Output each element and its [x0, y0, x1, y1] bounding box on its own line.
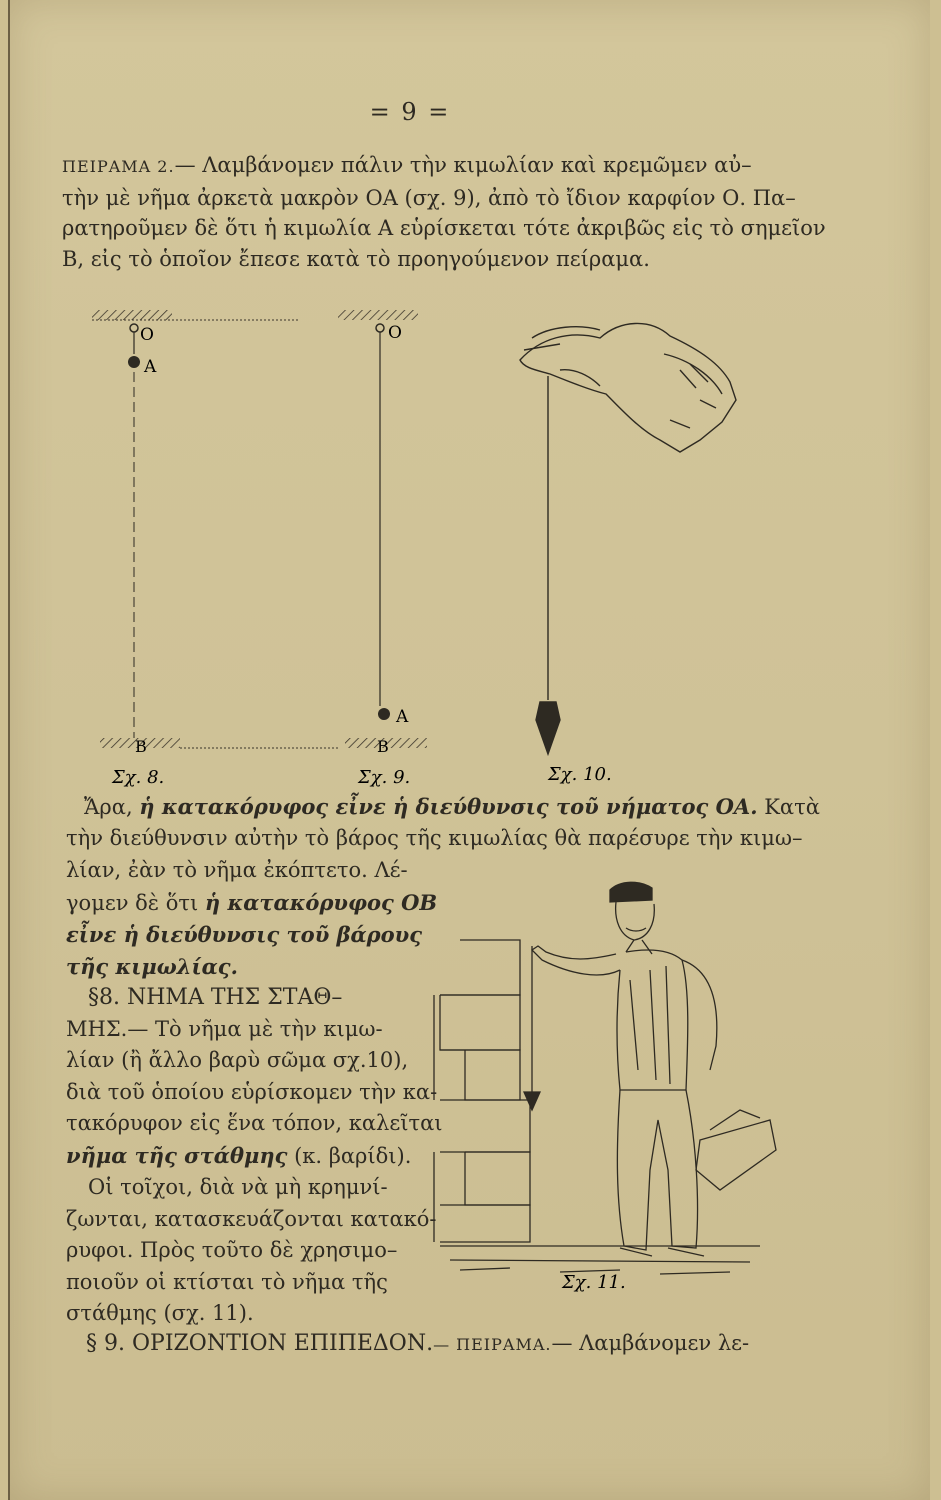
fig8-label-b: Β	[135, 737, 147, 756]
conclusion-paragraph	[66, 792, 820, 853]
fig11-caption: Σχ. 11.	[562, 1272, 626, 1293]
fig9-label-a: Α	[396, 707, 409, 727]
fig8-caption: Σχ. 8.	[112, 767, 165, 788]
figure-10-plumb-line	[520, 323, 736, 754]
intro-paragraph	[62, 150, 826, 274]
fig9-label-b: Β	[377, 737, 389, 756]
chalk-weight-a	[128, 356, 140, 368]
page-number: = 9 =	[369, 98, 451, 126]
left-column-text: λίαν, ἐὰν τὸ νῆμα ἐκόπτετο. Λέ- γομεν δὲ ὅτι ἡ κατακόρυφος ΟΒ εἶνε ἡ διεύθυνσις τοῦ βάρους τῆς κιμωλίας. §8. ΝΗΜΑ ΤΗΣ ΣΤΑΘ– ΜΗΣ.— Τὸ νῆμα μὲ τὴν κιμω- λίαν (ἢ ἄλλο βαρὺ σῶμα σχ.10), διὰ τοῦ ὁποίου εὑρίσκομεν τὴν κα- τακόρυφον εἰς ἕνα τόπον, καλεῖται νῆμα τῆς στάθμης (κ. βαρίδι). Οἱ τοῖχοι, διὰ νὰ μὴ κρημνί- ζωνται, κατασκευάζονται κατακό- ρυφοι. Πρὸς τοῦτο δὲ χρησιμο– ποιοῦν οἱ κτίσται τὸ νῆμα τῆς στάθμης (σχ. 11).	[66, 858, 443, 1325]
conclusion-line-1: Ἄρα, ἡ κατακόρυφος εἶνε ἡ διεύθυνσις τοῦ νήματος ΟΑ. Κατὰ	[84, 794, 820, 819]
fig9-caption: Σχ. 9.	[358, 767, 411, 788]
fig9-label-o: Ο	[388, 323, 402, 343]
figure-8-diagram	[92, 310, 340, 756]
experiment-label: ΠΕΙΡΑΜΑ 2.	[62, 157, 175, 176]
fig8-label-a: Α	[144, 357, 157, 377]
figure-9-diagram	[338, 310, 427, 756]
figure-11-mason	[420, 870, 780, 1293]
intro-line-1: ΠΕΙΡΑΜΑ 2.— Λαμβάνομεν πάλιν τὴν κιμωλίαν καὶ κρεμῶμεν αὐ–	[62, 153, 752, 177]
intro-line-3: ρατηροῦμεν δὲ ὅτι ἡ κιμωλία Α εὑρίσκεται τότε ἀκριβῶς εἰς τὸ σημεῖον	[62, 216, 826, 240]
fig8-label-o: Ο	[140, 325, 154, 345]
section-9-line: § 9. ΟΡΙΖΟΝΤΙΟΝ ΕΠΙΠΕΔΟΝ.— ΠΕΙΡΑΜΑ.— Λαμβάνομεν λε-	[86, 1331, 750, 1356]
intro-line-4: Β, εἰς τὸ ὁποῖον ἔπεσε κατὰ τὸ προηγούμενον πείραμα.	[62, 246, 650, 271]
conclusion-line-2: τὴν διεύθυνσιν αὐτὴν τὸ βάρος τῆς κιμωλίας θὰ παρέσυρε τὴν κιμω–	[66, 825, 803, 850]
figures-8-9-10	[0, 290, 941, 788]
fig10-caption: Σχ. 10.	[548, 764, 612, 785]
intro-line-2: τὴν μὲ νῆμα ἀρκετὰ μακρὸν ΟΑ (σχ. 9), ἀπὸ τὸ ἴδιον καρφίον Ο. Πα–	[62, 185, 796, 210]
section-9-heading: § 9. ΟΡΙΖΟΝΤΙΟΝ ΕΠΙΠΕΔΟΝ.	[86, 1331, 434, 1356]
chalk-weight-a	[378, 708, 390, 720]
section-8-heading: §8. ΝΗΜΑ ΤΗΣ ΣΤΑΘ–	[88, 985, 343, 1010]
